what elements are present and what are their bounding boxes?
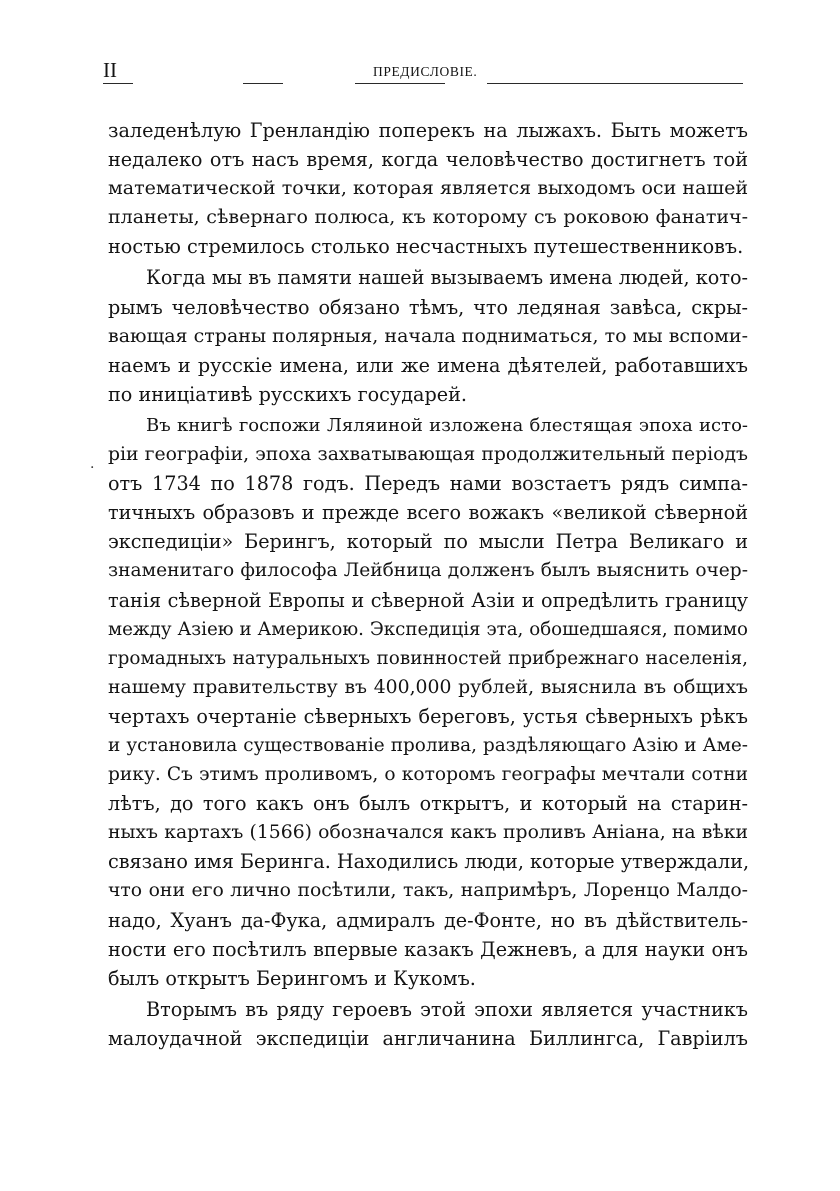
header-rule [355, 83, 445, 84]
paragraph [108, 263, 748, 408]
text-line: Когда мы въ памяти нашей вызываемъ имена людей, кото- [146, 266, 748, 290]
header-rule [243, 83, 283, 84]
text-line: ности его посѣтилъ впервые казакъ Дежневъ, а для науки онъ [108, 937, 748, 961]
text-line: надо, Хуанъ да-Фука, адмиралъ де-Фонте, но въ дѣйствитель- [108, 908, 748, 932]
text-line: и установила существованіе пролива, раздѣляющаго Азію и Аме- [108, 734, 748, 756]
text-line: недалеко отъ насъ время, когда человѣчество достигнетъ той [108, 148, 748, 172]
text-line: нашему правительству въ 400,000 рублей, выяснила въ общихъ [108, 676, 748, 698]
text-line: наемъ и русскіе имена, или же имена дѣятелей, работавшихъ [108, 353, 748, 377]
text-line: знаменитаго философа Лейбница долженъ былъ выяснить очер- [108, 560, 748, 582]
text-line: по иниціативѣ русскихъ государей. [108, 382, 467, 406]
text-line: экспедиціи» Берингъ, который по мысли Петра Великаго и [108, 530, 748, 554]
paragraph [108, 411, 748, 993]
paragraph [108, 995, 748, 1053]
text-line: математической точки, которая является выходомъ оси нашей [108, 177, 748, 200]
text-line: танія сѣверной Европы и сѣверной Азіи и опредѣлить границу [108, 588, 748, 612]
text-line: Вторымъ въ ряду героевъ этой эпохи является участникъ [146, 997, 748, 1021]
text-line: чертахъ очертаніе сѣверныхъ береговъ, устья сѣверныхъ рѣкъ [108, 704, 748, 728]
text-line: вающая страны полярныя, начала подниматься, то мы вспоми- [108, 324, 748, 347]
text-line: малоудачной экспедиціи англичанина Биллингса, Гавріилъ [108, 1026, 748, 1050]
header-rule [487, 83, 743, 84]
margin-speck: · [90, 460, 95, 476]
text-line: Въ книгѣ госпожи Ляляиной изложена блестящая эпоха исто- [146, 414, 748, 436]
page-number: II [103, 58, 117, 82]
text-line: рику. Съ этимъ проливомъ, о которомъ географы мечтали сотни [108, 764, 748, 786]
text-line: заледенѣлую Гренландію поперекъ на лыжахъ. Быть можетъ [108, 119, 748, 142]
text-line: планеты, сѣвернаго полюса, къ которому съ роковою фанатич- [108, 206, 748, 229]
running-title: ПРЕДИСЛОВІЕ. [373, 64, 478, 79]
header-rule [103, 83, 133, 84]
text-line: связано имя Беринга. Находились люди, которые утверждали, [108, 850, 750, 874]
text-line: ныхъ картахъ (1566) обозначался какъ проливъ Аніана, на вѣки [108, 822, 748, 844]
text-line: тичныхъ образовъ и прежде всего вожакъ «великой сѣверной [108, 501, 748, 525]
text-line: ріи географіи, эпоха захватывающая продолжительный періодъ [108, 444, 748, 466]
running-header [103, 58, 743, 88]
text-line: ностью стремилось столько несчастныхъ путешественниковъ. [108, 235, 744, 259]
text-line: отъ 1734 по 1878 годъ. Передъ нами возстаетъ рядъ симпа- [108, 472, 748, 496]
text-line: рымъ человѣчество обязано тѣмъ, что ледяная завѣса, скры- [108, 295, 748, 319]
text-line: былъ открытъ Берингомъ и Кукомъ. [108, 966, 476, 990]
body-text [108, 116, 748, 1055]
text-line: что они его лично посѣтили, такъ, напримѣръ, Лоренцо Малдо- [108, 880, 748, 902]
text-line: лѣтъ, до того какъ онъ былъ открытъ, и который на старин- [108, 792, 748, 816]
text-line: громадныхъ натуральныхъ повинностей прибрежнаго населенія, [108, 647, 748, 669]
paragraph [108, 116, 748, 261]
text-line: между Азіею и Америкою. Экспедиція эта, обошедшаяся, помимо [108, 618, 748, 640]
